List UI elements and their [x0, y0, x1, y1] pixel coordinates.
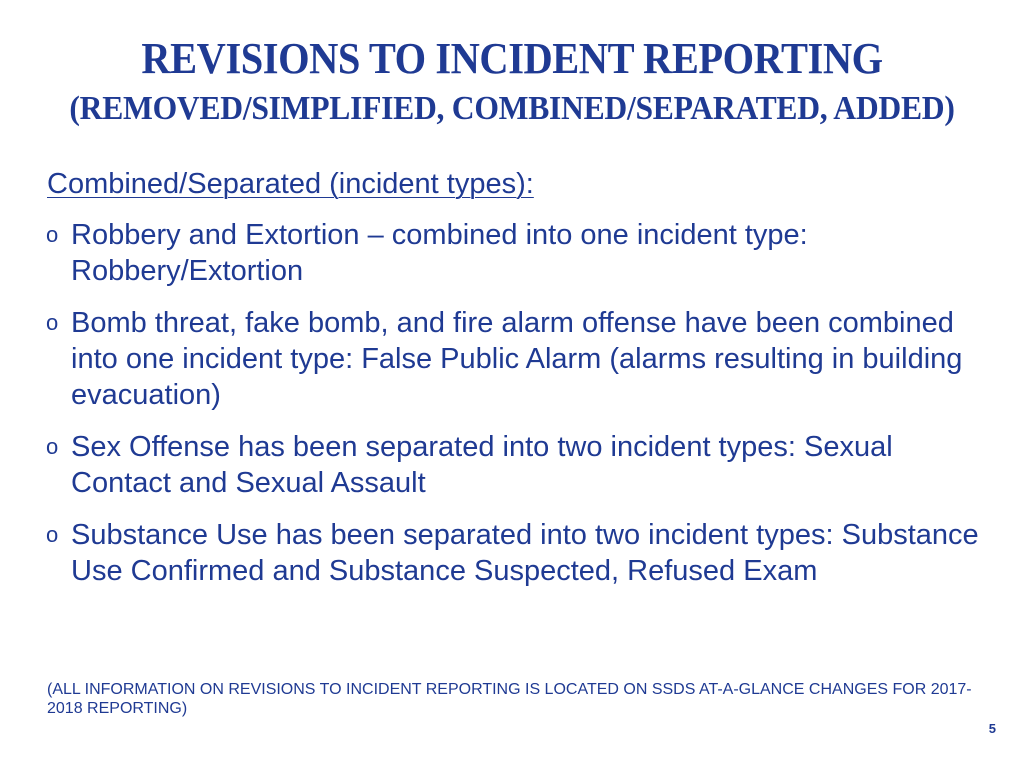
bullet-item [44, 429, 994, 501]
bullet-circle-icon: o [46, 434, 59, 459]
bullet-text: Substance Use has been separated into two incident types: Substance Use Confirmed and Substance Suspected, Refused Exam [71, 519, 979, 587]
slide-subtitle: (REMOVED/SIMPLIFIED, COMBINED/SEPARATED, ADDED) [69, 90, 955, 127]
bullet-list [44, 217, 994, 605]
slide-title: REVISIONS TO INCIDENT REPORTING [141, 34, 883, 83]
bullet-circle-icon: o [46, 310, 59, 335]
bullet-circle-icon: o [46, 222, 59, 247]
bullet-item [44, 305, 994, 413]
bullet-item [44, 517, 994, 589]
bullet-text: Bomb threat, fake bomb, and fire alarm offense have been combined into one incident type: False Public Alarm (alarms resulting in building evacuation) [71, 307, 963, 411]
page-number: 5 [988, 721, 996, 736]
bullet-circle-icon: o [46, 522, 59, 547]
bullet-item [44, 217, 994, 289]
bullet-text: Sex Offense has been separated into two incident types: Sexual Contact and Sexual Assault [71, 431, 893, 499]
section-heading: Combined/Separated (incident types): [47, 168, 534, 200]
footnote: (ALL INFORMATION ON REVISIONS TO INCIDENT REPORTING IS LOCATED ON SSDS AT-A-GLANCE CHANGES FOR 2017-2018 REPORTING) [47, 681, 972, 717]
bullet-text: Robbery and Extortion – combined into one incident type: Robbery/Extortion [71, 219, 808, 287]
